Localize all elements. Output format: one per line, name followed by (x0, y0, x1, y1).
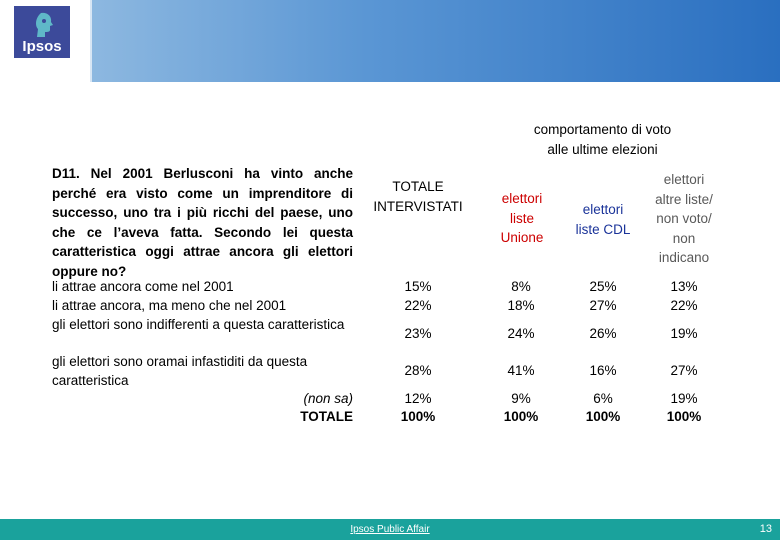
cell-r3-cdl: 26% (589, 326, 617, 341)
cell-r5-altre: 19% (670, 391, 698, 406)
page-number: 13 (759, 523, 772, 535)
col-header-altre-line2: altre liste/ (655, 191, 713, 207)
footer-link[interactable]: Ipsos Public Affair (350, 524, 430, 535)
col-header-cdl-line2: liste CDL (575, 221, 631, 237)
col-header-unione-line3: Unione (500, 230, 544, 245)
header (0, 0, 780, 82)
cell-r4-altre: 27% (670, 363, 698, 378)
cell-r1-cdl: 25% (589, 279, 617, 294)
cell-r6-altre: 100% (666, 409, 702, 424)
col-header-altre-line4: non (672, 230, 696, 246)
row-label-2: li attrae ancora, ma meno che nel 2001 (52, 298, 287, 313)
cell-r5-cdl: 6% (593, 391, 613, 406)
col-header-altre (644, 170, 724, 268)
cell-r2-cdl: 27% (589, 298, 617, 313)
group-header-line2: alle ultime elezioni (547, 141, 658, 157)
cell-r5-unione: 9% (511, 391, 531, 406)
cell-r3-unione: 24% (507, 326, 535, 341)
cell-r1-altre: 13% (670, 279, 698, 294)
question-text: D11. Nel 2001 Berlusconi ha vinto anche perché era visto come un imprenditore di successo, uno tra i più ricchi del paese, uno che ce l’aveva fatta. Secondo lei questa caratteristica oggi attrae ancora gli elettori oppure no? (52, 166, 353, 279)
col-header-unione (482, 189, 562, 248)
logo-text: Ipsos (22, 38, 62, 55)
col-header-cdl-line1: elettori (582, 202, 624, 217)
cell-r4-unione: 41% (507, 363, 535, 378)
group-header-line1: comportamento di voto (533, 122, 672, 137)
col-header-altre-line5: indicano (658, 250, 710, 265)
cell-r3-totale: 23% (404, 326, 432, 341)
col-header-altre-line1: elettori (663, 172, 705, 187)
cell-r6-unione: 100% (503, 409, 539, 424)
cell-r2-totale: 22% (404, 298, 432, 313)
col-header-cdl (562, 200, 644, 239)
col-header-unione-line1: elettori (501, 191, 543, 206)
row-label-1: li attrae ancora come nel 2001 (52, 279, 234, 294)
col-header-totale-line2: INTERVISTATI (373, 198, 463, 214)
cell-r5-totale: 12% (404, 391, 432, 406)
cell-r4-totale: 28% (404, 363, 432, 378)
header-band (92, 0, 780, 82)
col-header-altre-line3: non voto/ (656, 211, 712, 226)
row-label-6: TOTALE (300, 409, 353, 424)
col-header-unione-line2: liste (509, 210, 534, 226)
cell-r1-unione: 8% (511, 279, 531, 294)
ipsos-logo (14, 6, 70, 58)
cell-r2-altre: 22% (670, 298, 698, 313)
profile-head-icon (35, 12, 53, 38)
col-header-totale-line1: TOTALE (392, 179, 444, 194)
group-header (500, 120, 705, 159)
cell-r1-totale: 15% (404, 279, 432, 294)
col-header-totale (362, 177, 474, 216)
footer-bar (0, 519, 780, 540)
logo-area (0, 0, 90, 82)
cell-r3-altre: 19% (670, 326, 698, 341)
cell-r2-unione: 18% (507, 298, 535, 313)
cell-r6-cdl: 100% (585, 409, 621, 424)
cell-r6-totale: 100% (400, 409, 436, 424)
row-label-4: gli elettori sono oramai infastiditi da questa caratteristica (52, 354, 308, 388)
row-label-3: gli elettori sono indifferenti a questa caratteristica (52, 317, 345, 332)
row-label-5: (non sa) (303, 391, 353, 406)
cell-r4-cdl: 16% (589, 363, 617, 378)
